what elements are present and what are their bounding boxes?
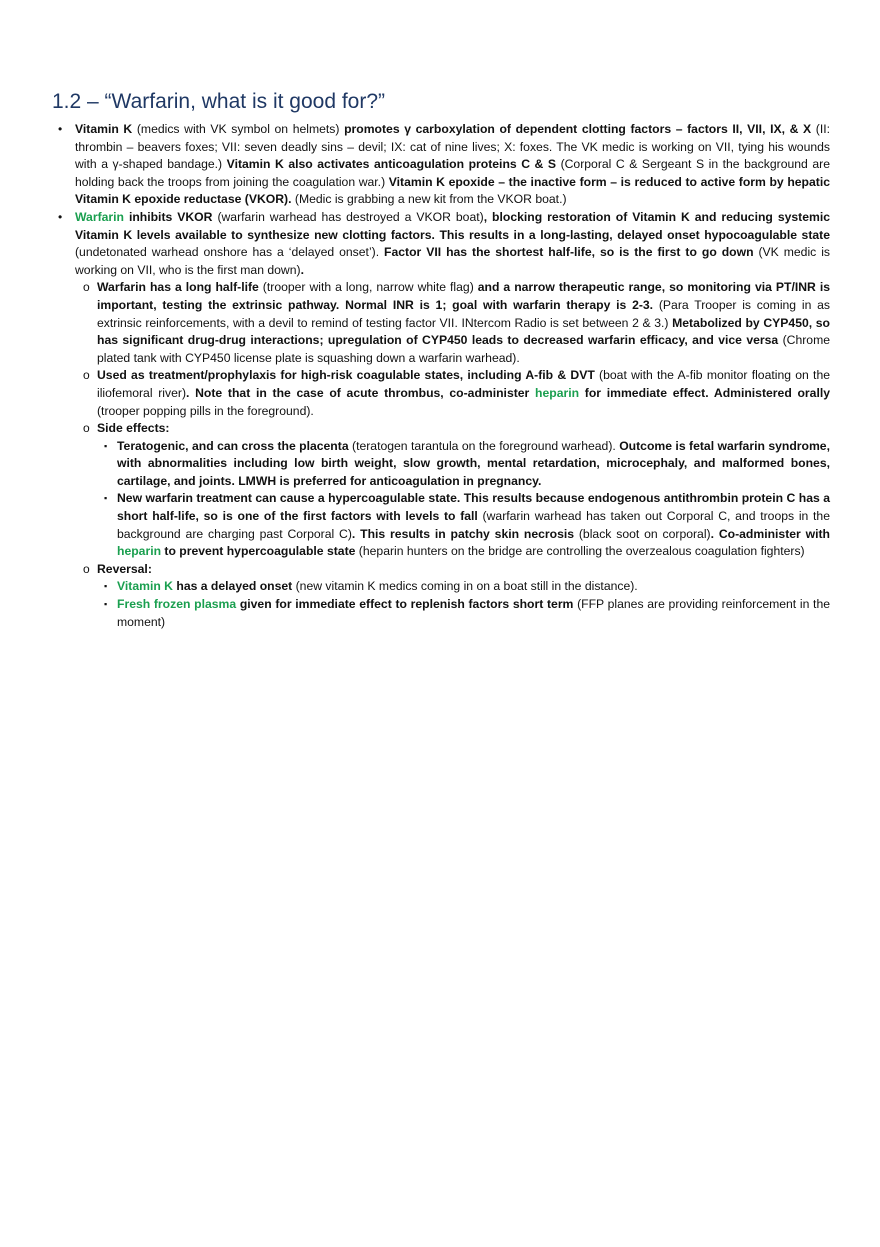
bold-text: . Co-administer with bbox=[710, 526, 830, 541]
list-marker: o bbox=[83, 561, 90, 576]
bold-text: given for immediate effect to replenish factors short term bbox=[236, 597, 574, 612]
bold-text: Outcome is fetal warfarin syndrome, with abnormalities including low birth weight, slow growth, mental retardation, microcephaly, and malformed bones, cartilage, and joints. LMWH is preferred for anticoagulation in pregnancy. bbox=[117, 438, 830, 488]
list-item-level-3 bbox=[55, 596, 830, 631]
bold-text: inhibits VKOR bbox=[123, 209, 213, 224]
body-text: (undetonated warhead onshore has a ‘delayed onset’). bbox=[75, 245, 385, 260]
body-text: (II: thrombin – beavers foxes; VII: seven deadly sins – devil; IX: cat of nine lives; X: foxes. The VK medic is working on VII, tying his wounds with a γ-shaped bandage.) bbox=[75, 122, 830, 172]
body-text: (Para Trooper is coming in as extrinsic reinforcements, with a devil to remind of testing factor VII. INtercom Radio is set between 2 & 3.) bbox=[97, 297, 830, 330]
list-marker: ▪ bbox=[104, 599, 108, 610]
section-title: 1.2 – “Warfarin, what is it good for?” bbox=[52, 90, 386, 113]
body-text: (warfarin warhead has destroyed a VKOR boat) bbox=[212, 209, 484, 224]
bold-text: Vitamin K also activates anticoagulation proteins C & S bbox=[226, 157, 557, 172]
list-marker: ▪ bbox=[104, 440, 108, 451]
list-item-level-3 bbox=[55, 438, 830, 491]
list-marker: • bbox=[58, 122, 63, 136]
bold-text: to prevent hypercoagulable state bbox=[161, 544, 356, 559]
list-item-level-2 bbox=[55, 367, 830, 420]
list-marker: o bbox=[83, 368, 90, 383]
highlighted-term: Warfarin bbox=[75, 209, 124, 224]
notes-list bbox=[55, 121, 830, 631]
body-text: (Chrome plated tank with CYP450 license plate is squashing down a warfarin warhead). bbox=[97, 333, 830, 365]
list-item-level-1 bbox=[55, 121, 830, 209]
bold-text: has a delayed onset bbox=[173, 579, 293, 594]
body-text: (heparin hunters on the bridge are controlling the overzealous coagulation fighters) bbox=[355, 544, 805, 559]
bold-text: New warfarin treatment can cause a hypercoagulable state. This results because endogenous antithrombin protein C has a short half-life, so is one of the first factors with levels to fall bbox=[117, 491, 830, 524]
list-item-level-2 bbox=[55, 561, 830, 579]
body-text: (boat with the A-fib monitor floating on the iliofemoral river) bbox=[97, 368, 830, 400]
highlighted-term: heparin bbox=[535, 385, 580, 400]
body-text: (Medic is grabbing a new kit from the VKOR boat.) bbox=[291, 192, 567, 207]
body-text: (medics with VK symbol on helmets) bbox=[132, 122, 345, 136]
bold-text: . This results in patchy skin necrosis bbox=[351, 526, 575, 541]
bold-text: Teratogenic, and can cross the placenta bbox=[117, 438, 349, 453]
bold-text: Factor VII has the shortest half-life, so is the first to go down bbox=[384, 245, 754, 260]
list-item-level-2 bbox=[55, 420, 830, 438]
body-text: (FFP planes are providing reinforcement in the moment) bbox=[117, 597, 830, 629]
list-item-level-3 bbox=[55, 578, 830, 596]
list-item-level-3 bbox=[55, 490, 830, 560]
body-text: (warfarin warhead has taken out Corporal C, and troops in the background are charging past Corporal C) bbox=[117, 509, 830, 541]
bold-text: Used as treatment/prophylaxis for high-risk coagulable states, including A-fib & DVT bbox=[97, 368, 595, 383]
bold-text: , blocking restoration of Vitamin K and reducing systemic Vitamin K levels available to synthesize new clotting factors. This results in a long-lasting, delayed onset hypocoagulable state bbox=[75, 209, 830, 242]
body-text: (new vitamin K medics coming in on a boat still in the distance). bbox=[292, 579, 638, 594]
body-text: (teratogen tarantula on the foreground warhead). bbox=[348, 438, 620, 453]
list-marker: ▪ bbox=[104, 493, 108, 504]
list-item-level-2 bbox=[55, 279, 830, 367]
bold-text: Vitamin K bbox=[75, 122, 133, 136]
bold-text: Warfarin has a long half-life bbox=[97, 280, 259, 295]
bold-text: Metabolized by CYP450, so has significant drug-drug interactions; upregulation of CYP450 leads to decreased warfarin efficacy, and vice versa bbox=[97, 315, 830, 348]
bold-text: . Note that in the case of acute thrombus, co-administer bbox=[186, 385, 536, 400]
list-marker: • bbox=[58, 209, 63, 224]
bold-text: Reversal: bbox=[97, 561, 152, 576]
bold-text: Vitamin K epoxide – the inactive form – is reduced to active form by hepatic Vitamin K epoxide reductase (VKOR). bbox=[75, 174, 830, 207]
list-marker: o bbox=[83, 421, 90, 436]
body-text: (VK medic is working on VII, who is the first man down) bbox=[75, 245, 830, 277]
body-text: (trooper with a long, narrow white flag) bbox=[258, 280, 478, 295]
list-marker: ▪ bbox=[104, 581, 108, 592]
highlighted-term: heparin bbox=[117, 544, 162, 559]
bold-text: Side effects: bbox=[97, 421, 170, 436]
bold-text: for immediate effect. Administered orally bbox=[579, 385, 830, 400]
body-text: (black soot on corporal) bbox=[574, 526, 711, 541]
body-text: (trooper popping pills in the foreground). bbox=[97, 403, 314, 418]
bold-text: and a narrow therapeutic range, so monitoring via PT/INR is important, testing the extrinsic pathway. Normal INR is 1; goal with warfarin therapy is 2-3. bbox=[97, 280, 830, 312]
highlighted-term: Fresh frozen plasma bbox=[117, 597, 237, 612]
bold-text: . bbox=[300, 262, 304, 277]
bold-text: promotes γ carboxylation of dependent clotting factors – factors II, VII, IX, & X bbox=[344, 122, 812, 136]
body-text: (Corporal C & Sergeant S in the background are holding back the troops from joining the coagulation war.) bbox=[75, 157, 830, 189]
highlighted-term: Vitamin K bbox=[117, 579, 173, 594]
list-item-level-1 bbox=[55, 209, 830, 279]
list-marker: o bbox=[83, 280, 90, 295]
